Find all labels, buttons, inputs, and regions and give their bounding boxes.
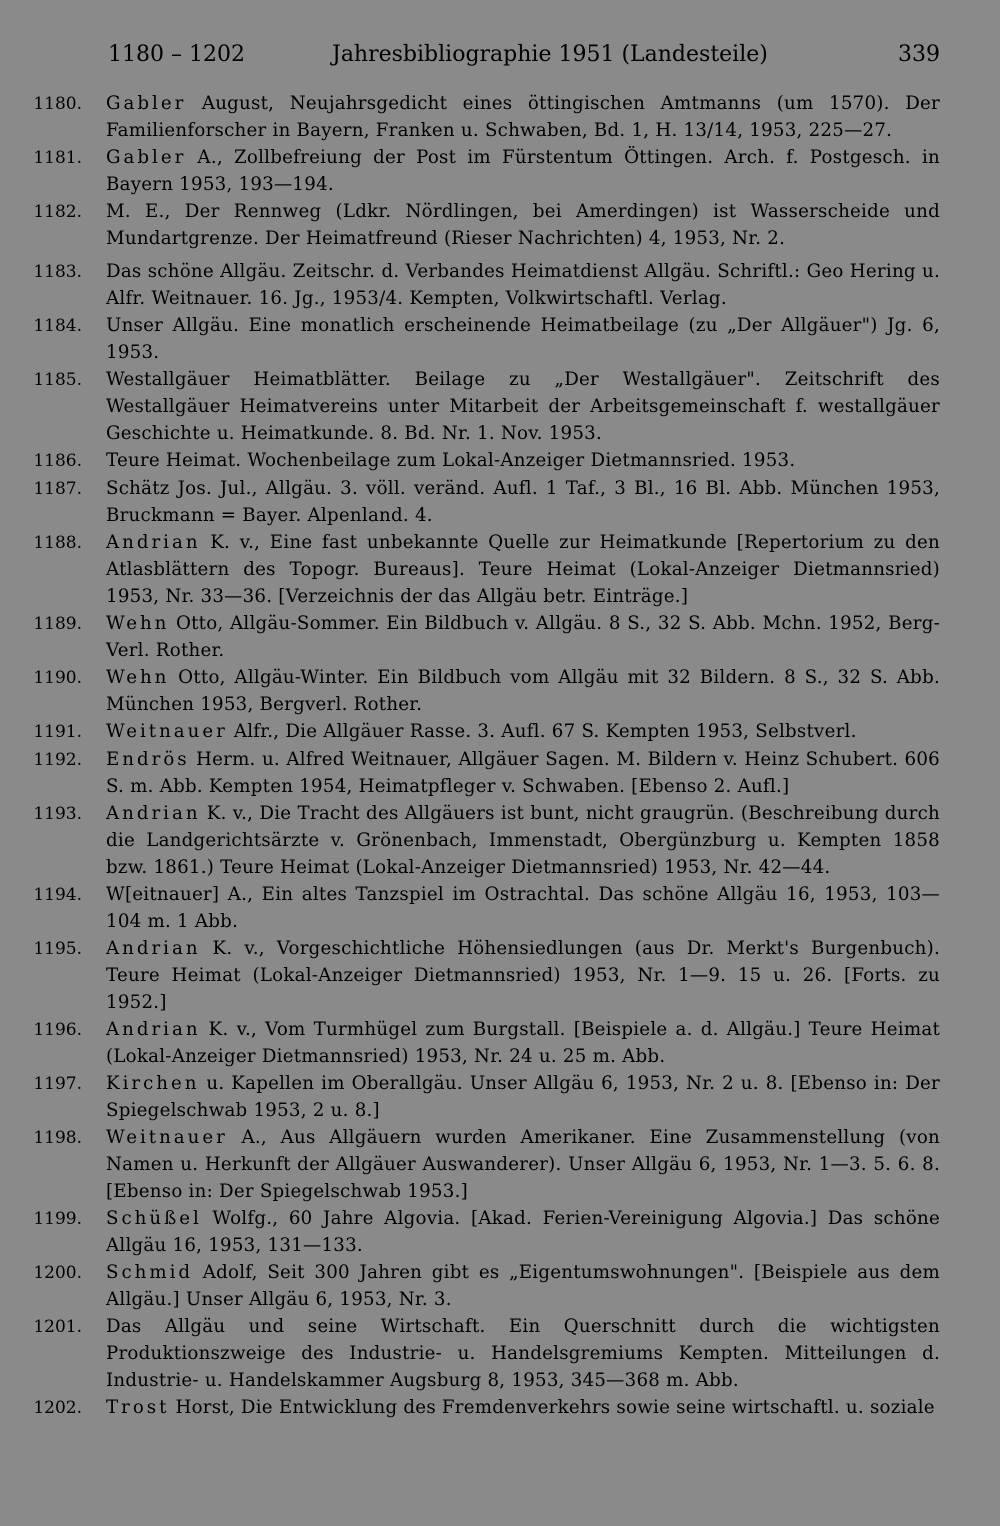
entry-number: 1181. [33,148,82,168]
entry-number: 1188. [33,533,82,553]
entry-number: 1193. [33,804,82,824]
entry-number: 1183. [33,262,82,282]
entry-number: 1201. [33,1317,82,1337]
entry-number: 1192. [33,750,82,770]
author-name: Wehn [106,667,170,688]
entry-number: 1195. [33,939,82,959]
entry-text: Weitnauer A., Aus Allgäuern wurden Amerikaner. Eine Zusammenstellung (von Namen u. Herkunft der Allgäuer Auswanderer). Unser Allgäu 6, 1953, Nr. 1—3. 5. 6. 8. [Ebenso in: Der Spiegelschwab 1953.] [106,1127,940,1202]
bibliography-entry [20,529,940,610]
author-name: Schmid [106,1262,194,1283]
entry-text: Wehn Otto, Allgäu-Winter. Ein Bildbuch vom Allgäu mit 32 Bildern. 8 S., 32 S. Abb. München 1953, Bergverl. Rother. [106,667,940,715]
bibliography-entry [20,258,940,312]
author-name: Weitnauer [106,721,228,742]
entry-text: Unser Allgäu. Eine monatlich erscheinende Heimatbeilage (zu „Der Allgäuer") Jg. 6, 1953. [106,315,940,363]
entry-text: Kirchen u. Kapellen im Oberallgäu. Unser Allgäu 6, 1953, Nr. 2 u. 8. [Ebenso in: Der Spiegelschwab 1953, 2 u. 8.] [106,1073,940,1121]
entry-text: Das Allgäu und seine Wirtschaft. Ein Querschnitt durch die wichtigsten Produktionszweige des Industrie- u. Handelsgremiums Kempten. Mitteilungen d. Industrie- u. Handelskammer Augsburg 8, 1953, 345—368 m. Abb. [106,1316,940,1391]
entry-text: Endrös Herm. u. Alfred Weitnauer, Allgäuer Sagen. M. Bildern v. Heinz Schubert. 606 S. m. Abb. Kempten 1954, Heimatpfleger v. Schwaben. [Ebenso 2. Aufl.] [106,749,940,797]
entry-text: Westallgäuer Heimatblätter. Beilage zu „Der Westallgäuer". Zeitschrift des Westallgäuer Heimatvereins unter Mitarbeit der Arbeitsgemeinschaft f. westallgäuer Geschichte u. Heimatkunde. 8. Bd. Nr. 1. Nov. 1953. [106,369,940,444]
entry-text: Andrian K. v., Vorgeschichtliche Höhensiedlungen (aus Dr. Merkt's Burgenbuch). Teure Heimat (Lokal-Anzeiger Dietmannsried) 1953, Nr. 1—9. 15 u. 26. [Forts. zu 1952.] [106,938,940,1013]
entry-number: 1202. [33,1398,82,1418]
entry-text: M. E., Der Rennweg (Ldkr. Nördlingen, bei Amerdingen) ist Wasserscheide und Mundartgrenze. Der Heimatfreund (Rieser Nachrichten) 4, 1953, Nr. 2. [106,201,940,249]
entry-number: 1186. [33,451,82,471]
entry-text: Weitnauer Alfr., Die Allgäuer Rasse. 3. Aufl. 67 S. Kempten 1953, Selbstverl. [106,721,857,742]
bibliography-entry [20,144,940,198]
author-name: Gabler [106,147,187,168]
bibliography-entry [20,935,940,1016]
bibliography-entry [20,1394,940,1422]
bibliography-entry [20,475,940,529]
entry-text: Teure Heimat. Wochenbeilage zum Lokal-Anzeiger Dietmannsried. 1953. [106,450,796,471]
entry-range: 1180 – 1202 [108,42,245,67]
author-name: Schüßel [106,1208,202,1229]
page-number: 339 [898,42,940,67]
entry-number: 1184. [33,316,82,336]
entry-number: 1185. [33,370,82,390]
entry-number: 1182. [33,202,82,222]
entry-text: Wehn Otto, Allgäu-Sommer. Ein Bildbuch v. Allgäu. 8 S., 32 S. Abb. Mchn. 1952, Berg-Verl. Rother. [106,613,940,661]
bibliography-entry [20,1259,940,1313]
bibliography-list [20,90,940,1422]
author-name: Endrös [106,749,190,770]
entry-text: Andrian K. v., Vom Turmhügel zum Burgstall. [Beispiele a. d. Allgäu.] Teure Heimat (Lokal-Anzeiger Dietmannsried) 1953, Nr. 24 u. 25 m. Abb. [106,1019,940,1067]
author-name: Andrian [106,1019,201,1040]
entry-number: 1187. [33,479,82,499]
bibliography-entry [20,1070,940,1124]
bibliography-entry [20,198,940,252]
entry-number: 1190. [33,668,82,688]
bibliography-entry [20,746,940,800]
entry-text: Andrian K. v., Die Tracht des Allgäuers ist bunt, nicht graugrün. (Beschreibung durch die Landgerichtsärzte v. Grönenbach, Immenstadt, Obergünzburg u. Kempten 1858 bzw. 1861.) Teure Heimat (Lokal-Anzeiger Dietmannsried) 1953, Nr. 42—44. [106,803,940,878]
entry-text: Gabler August, Neujahrsgedicht eines öttingischen Amtmanns (um 1570). Der Familienforscher in Bayern, Franken u. Schwaben, Bd. 1, H. 13/14, 1953, 225—27. [106,93,940,141]
entry-text: Schätz Jos. Jul., Allgäu. 3. völl. veränd. Aufl. 1 Taf., 3 Bl., 16 Bl. Abb. München 1953, Bruckmann = Bayer. Alpenland. 4. [106,478,940,526]
entry-text: Schüßel Wolfg., 60 Jahre Algovia. [Akad. Ferien-Vereinigung Algovia.] Das schöne Allgäu 16, 1953, 131—133. [106,1208,940,1256]
bibliography-entry [20,881,940,935]
entry-text: Schmid Adolf, Seit 300 Jahren gibt es „Eigentumswohnungen". [Beispiele aus dem Allgäu.] Unser Allgäu 6, 1953, Nr. 3. [106,1262,940,1310]
author-name: Andrian [106,803,201,824]
bibliography-entry [20,312,940,366]
bibliography-entry [20,1313,940,1394]
entry-number: 1194. [33,885,82,905]
author-name: Andrian [106,532,201,553]
author-name: Trost [106,1397,170,1418]
entry-number: 1199. [33,1209,82,1229]
entry-text: W[eitnauer] A., Ein altes Tanzspiel im Ostrachtal. Das schöne Allgäu 16, 1953, 103—104 m. 1 Abb. [106,884,940,932]
bibliography-entry [20,800,940,881]
bibliography-entry [20,1016,940,1070]
entry-text: Andrian K. v., Eine fast unbekannte Quelle zur Heimatkunde [Repertorium zu den Atlasblättern des Topogr. Bureaus]. Teure Heimat (Lokal-Anzeiger Dietmannsried) 1953, Nr. 33—36. [Verzeichnis der das Allgäu betr. Einträge.] [106,532,940,607]
running-header [108,40,940,72]
bibliography-entry [20,1124,940,1205]
bibliography-entry [20,447,940,475]
author-name: Kirchen [106,1073,200,1094]
entry-text: Das schöne Allgäu. Zeitschr. d. Verbandes Heimatdienst Allgäu. Schriftl.: Geo Hering u. Alfr. Weitnauer. 16. Jg., 1953/4. Kempten, Volkwirtschaftl. Verlag. [106,261,940,309]
entry-text: Trost Horst, Die Entwicklung des Fremdenverkehrs sowie seine wirtschaftl. u. soziale [106,1397,935,1418]
entry-number: 1191. [33,722,82,742]
entry-number: 1180. [33,94,82,114]
entry-number: 1189. [33,614,82,634]
entry-number: 1200. [33,1263,82,1283]
entry-text: Gabler A., Zollbefreiung der Post im Fürstentum Öttingen. Arch. f. Postgesch. in Bayern 1953, 193—194. [106,147,940,195]
entry-number: 1196. [33,1020,82,1040]
author-name: Andrian [106,938,201,959]
entry-number: 1197. [33,1074,82,1094]
author-name: Gabler [106,93,187,114]
bibliography-entry [20,90,940,144]
bibliography-entry [20,366,940,447]
author-name: Wehn [106,613,170,634]
bibliography-entry [20,664,940,718]
running-title: Jahresbibliographie 1951 (Landesteile) [332,42,768,67]
author-name: Weitnauer [106,1127,228,1148]
bibliography-entry [20,1205,940,1259]
bibliography-entry [20,718,940,746]
bibliography-entry [20,610,940,664]
entry-number: 1198. [33,1128,82,1148]
